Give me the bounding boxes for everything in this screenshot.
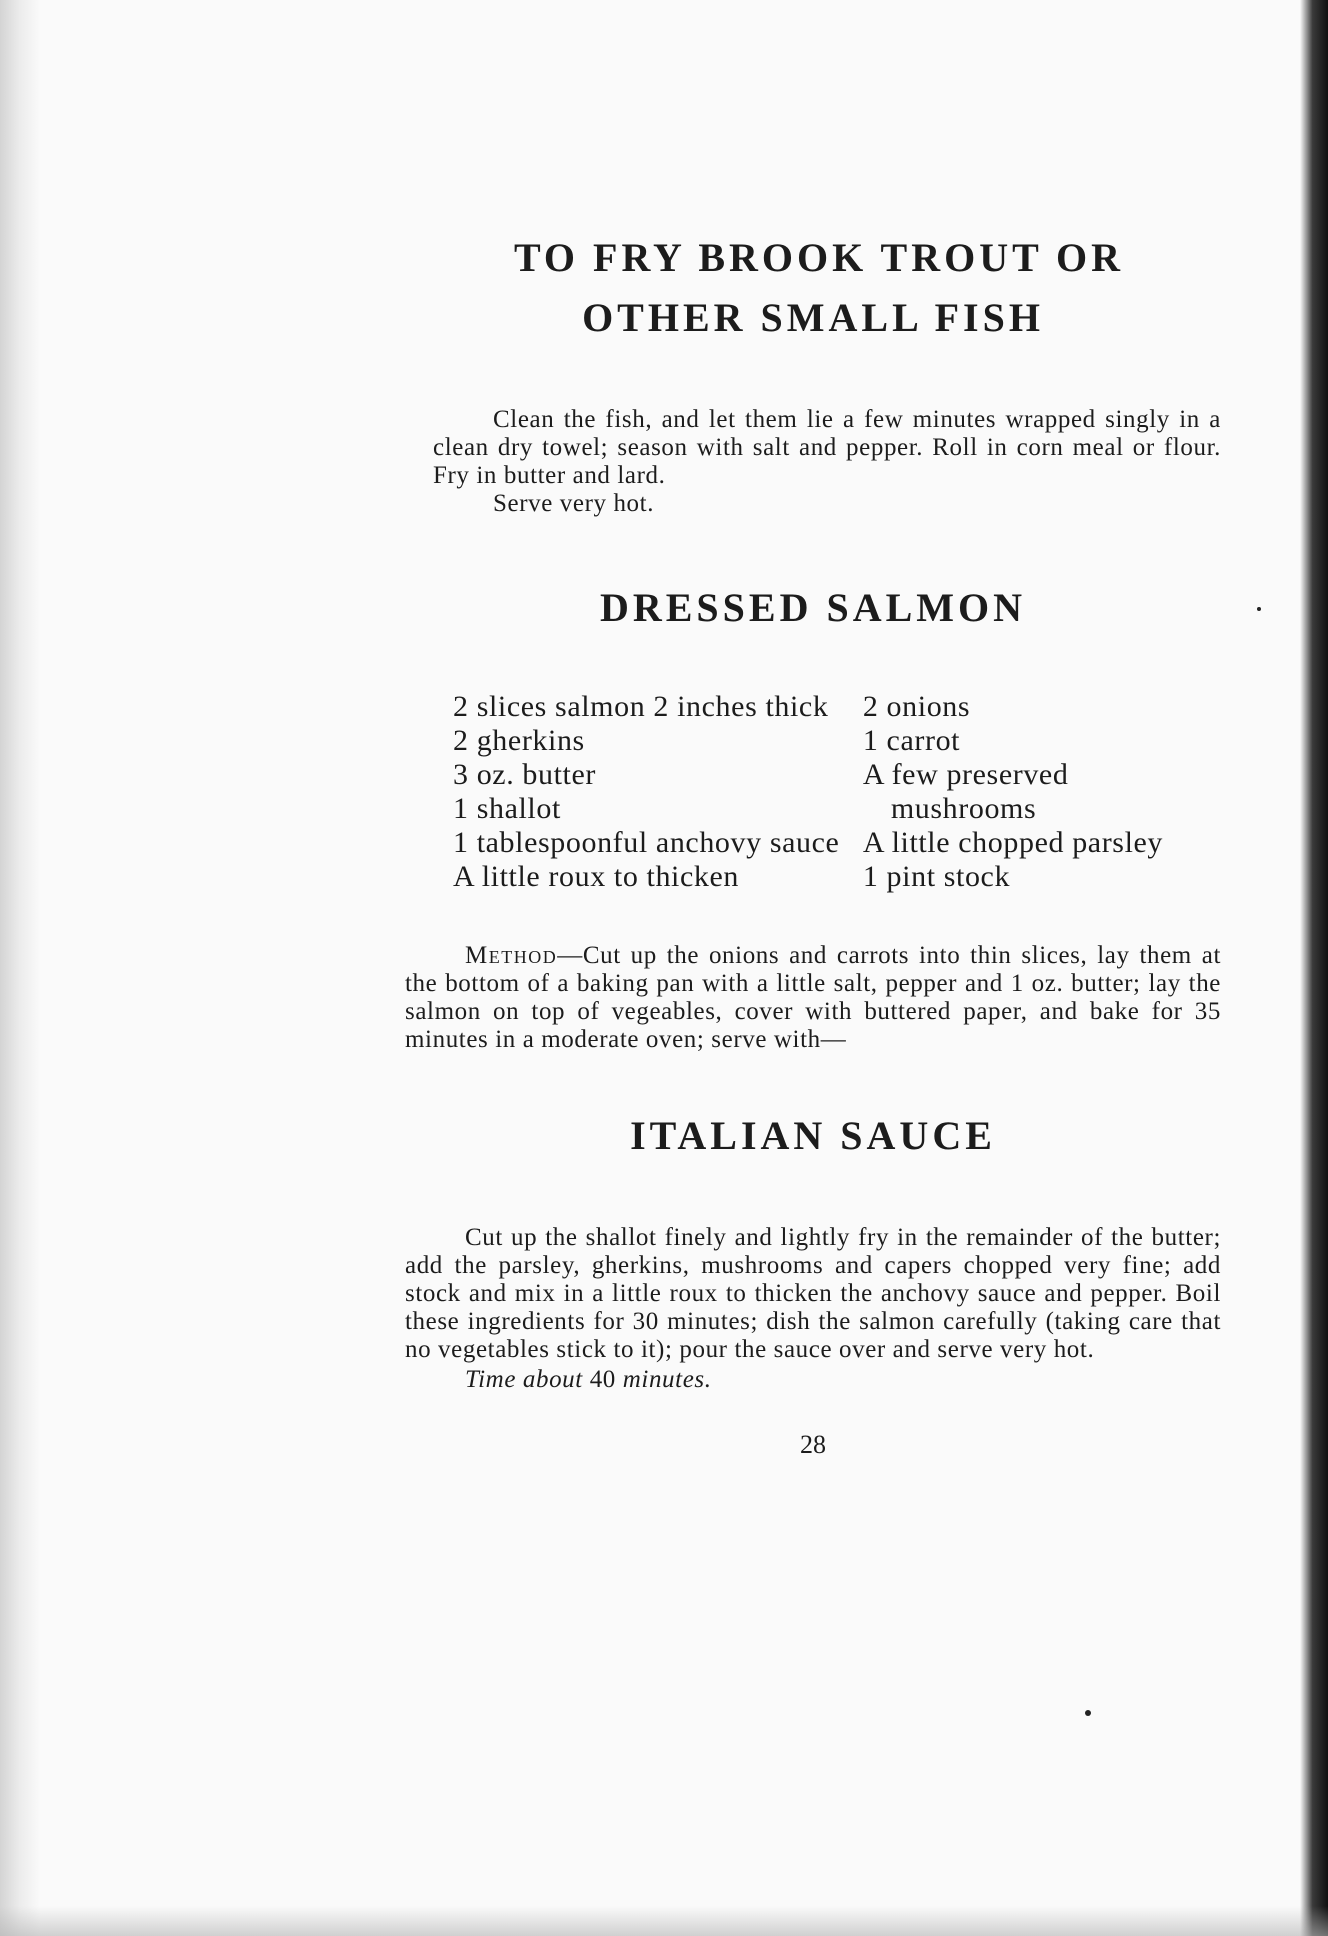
- ink-speck: [1257, 607, 1261, 611]
- ingredient-item: A few preserved mushrooms: [862, 758, 1069, 825]
- ink-speck: [1085, 1710, 1091, 1716]
- recipe-title: ITALIAN SAUCE: [630, 1113, 996, 1158]
- ingredients-column-left: [453, 690, 863, 894]
- ingredient-item: 3 oz. butter: [453, 758, 596, 791]
- ingredient-item: A little roux to thicken: [453, 860, 740, 893]
- ingredient-item: 2 onions: [862, 690, 971, 723]
- serving-note: Serve very hot.: [493, 490, 655, 517]
- method-label: Method: [465, 942, 558, 969]
- recipe-title: DRESSED SALMON: [599, 585, 1027, 630]
- ingredient-item: 1 pint stock: [862, 860, 1011, 893]
- recipe-instructions: [405, 406, 1221, 518]
- time-unit: minutes.: [622, 1366, 712, 1393]
- book-page: [405, 228, 1221, 1460]
- time-label: Time about: [465, 1366, 583, 1393]
- ingredient-item: 1 tablespoonful anchovy sauce: [453, 826, 840, 859]
- recipe-italian-sauce: [405, 1106, 1221, 1394]
- ingredient-item: 1 shallot: [453, 792, 561, 825]
- recipe-title-line-1: TO FRY BROOK TROUT OR: [513, 235, 1125, 280]
- page-gutter-shadow: [0, 0, 40, 1936]
- ingredients-column-right: [863, 690, 1221, 894]
- page-bottom-shadow: [0, 1906, 1328, 1936]
- instructions-text: Clean the fish, and let them lie a few minutes wrapped singly in a clean dry towel; season with salt and pepper. Roll in corn meal or flour. Fry in butter and lard.: [433, 406, 1221, 489]
- page-number: 28: [800, 1430, 826, 1459]
- ingredients-list: [405, 690, 1221, 894]
- ingredient-item: A little chopped parsley: [862, 826, 1164, 859]
- time-value: 40: [589, 1366, 616, 1393]
- ingredient-item: 1 carrot: [862, 724, 961, 757]
- ingredient-item: 2 gherkins: [453, 724, 585, 757]
- page-edge-shadow: [1300, 0, 1328, 1936]
- method-text: —Cut up the onions and carrots into thin slices, lay them at the bottom of a baking pan with a little salt, pepper and 1 oz. butter; lay the salmon on top of vegeables, cover with buttered paper, and bake for 35 minutes in a moderate oven; serve with—: [405, 942, 1221, 1053]
- ingredient-item: 2 slices salmon 2 inches thick: [453, 690, 829, 723]
- instructions-text: Cut up the shallot finely and lightly fry in the remainder of the butter; add the parsley, gherkins, mushrooms and capers chopped very fine; add stock and mix in a little roux to thicken the anchovy sauce and pepper. Boil these ingredients for 30 minutes; dish the salmon carefully (taking care that no vegetables stick to it); pour the sauce over and serve very hot.: [405, 1224, 1221, 1363]
- method-paragraph: [405, 942, 1221, 1054]
- recipe-title-line-2: OTHER SMALL FISH: [582, 295, 1044, 340]
- recipe-fry-brook-trout: [405, 228, 1221, 518]
- cooking-time: [405, 1366, 1221, 1394]
- recipe-dressed-salmon: [405, 578, 1221, 1054]
